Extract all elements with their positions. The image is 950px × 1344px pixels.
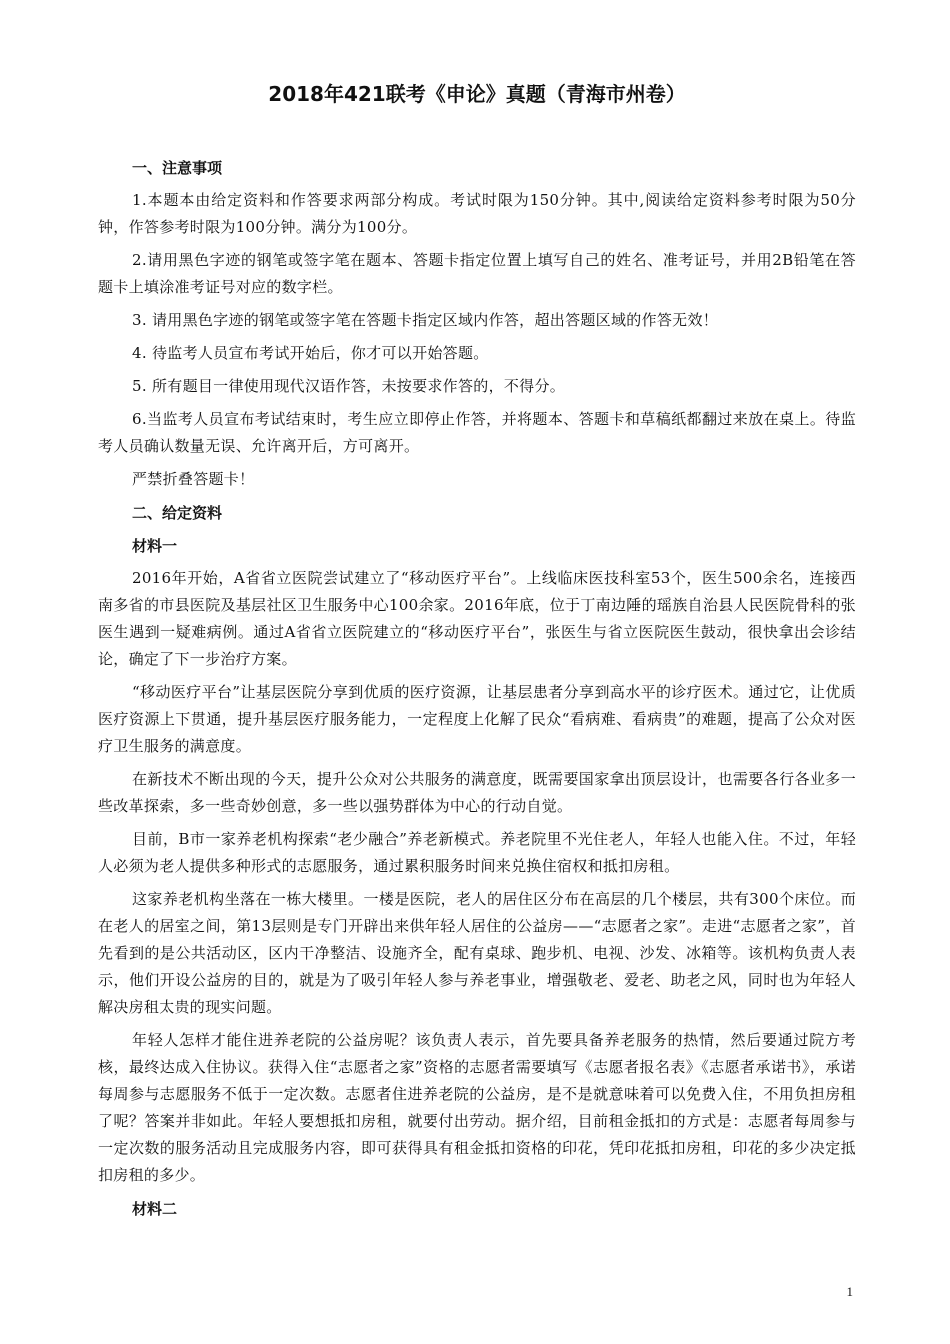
note-2: 2.请用黑色字迹的钢笔或签字笔在题本、答题卡指定位置上填写自己的姓名、准考证号，并用2B铅笔在答题卡上填涂准考证号对应的数字栏。 bbox=[98, 251, 856, 296]
material-1-paragraph: 在新技术不断出现的今天，提升公众对公共服务的满意度，既需要国家拿出顶层设计，也需要各行各业多一些改革探索，多一些奇妙创意，多一些以强势群体为中心的行动自觉。 bbox=[98, 770, 856, 815]
material-1-paragraph: 目前，B市一家养老机构探索“老少融合”养老新模式。养老院里不光住老人，年轻人也能入住。不过，年轻人必须为老人提供多种形式的志愿服务，通过累积服务时间来兑换住宿权和抵扣房租。 bbox=[98, 830, 856, 875]
material-1-paragraph: 年轻人怎样才能住进养老院的公益房呢？该负责人表示，首先要具备养老服务的热情，然后要通过院方考核，最终达成入住协议。获得入住“志愿者之家”资格的志愿者需要填写《志愿者报名表》《志愿者承诺书》，承诺每周参与志愿服务不低于一定次数。志愿者住进养老院的公益房，是不是就意味着可以免费入住，不用负担房租了呢？答案并非如此。年轻人要想抵扣房租，就要付出劳动。据介绍，目前租金抵扣的方式是：志愿者每周参与一定次数的服务活动且完成服务内容，即可获得具有租金抵扣资格的印花，凭印花抵扣房租，印花的多少决定抵扣房租的多少。 bbox=[98, 1031, 856, 1184]
material-1-paragraph: 2016年开始，A省省立医院尝试建立了“移动医疗平台”。上线临床医技科室53个，医生500余名，连接西南多省的市县医院及基层社区卫生服务中心100余家。2016年底，位于丁南边陲的瑶族自治县人民医院骨科的张医生遇到一疑难病例。通过A省省立医院建立的“移动医疗平台”，张医生与省立医院医生鼓动，很快拿出会诊结论，确定了下一步治疗方案。 bbox=[98, 569, 856, 668]
section-heading-materials: 二、给定资料 bbox=[132, 504, 223, 522]
page-number: 1 bbox=[846, 1284, 853, 1299]
note-3: 3. 请用黑色字迹的钢笔或签字笔在答题卡指定区域内作答，超出答题区域的作答无效！ bbox=[132, 311, 719, 329]
note-1: 1.本题本由给定资料和作答要求两部分构成。考试时限为150分钟。其中,阅读给定资料参考时限为50分钟，作答参考时限为100分钟。满分为100分。 bbox=[98, 191, 856, 236]
material-1-heading: 材料一 bbox=[132, 537, 178, 555]
document-page bbox=[98, 80, 856, 1228]
material-2-heading: 材料二 bbox=[132, 1200, 178, 1218]
section-heading-notes: 一、注意事项 bbox=[132, 159, 223, 177]
note-warning: 严禁折叠答题卡！ bbox=[132, 470, 255, 488]
document-title: 2018年421联考《申论》真题（青海市州卷） bbox=[268, 82, 686, 106]
note-4: 4. 待监考人员宣布考试开始后，你才可以开始答题。 bbox=[132, 344, 489, 362]
note-5: 5. 所有题目一律使用现代汉语作答，未按要求作答的，不得分。 bbox=[132, 377, 566, 395]
note-6: 6.当监考人员宣布考试结束时，考生应立即停止作答，并将题本、答题卡和草稿纸都翻过来放在桌上。待监考人员确认数量无误、允许离开后，方可离开。 bbox=[98, 410, 856, 455]
material-1-paragraph: 这家养老机构坐落在一栋大楼里。一楼是医院，老人的居住区分布在高层的几个楼层，共有300个床位。而在老人的居室之间，第13层则是专门开辟出来供年轻人居住的公益房——“志愿者之家”。走进“志愿者之家”，首先看到的是公共活动区，区内干净整洁、设施齐全，配有桌球、跑步机、电视、沙发、冰箱等。该机构负责人表示，他们开设公益房的目的，就是为了吸引年轻人参与养老事业，增强敬老、爱老、助老之风，同时也为年轻人解决房租太贵的现实问题。 bbox=[98, 890, 856, 1016]
material-1-paragraph: “移动医疗平台”让基层医院分享到优质的医疗资源，让基层患者分享到高水平的诊疗医术。通过它，让优质医疗资源上下贯通，提升基层医疗服务能力，一定程度上化解了民众“看病难、看病贵”的难题，提高了公众对医疗卫生服务的满意度。 bbox=[98, 683, 856, 755]
